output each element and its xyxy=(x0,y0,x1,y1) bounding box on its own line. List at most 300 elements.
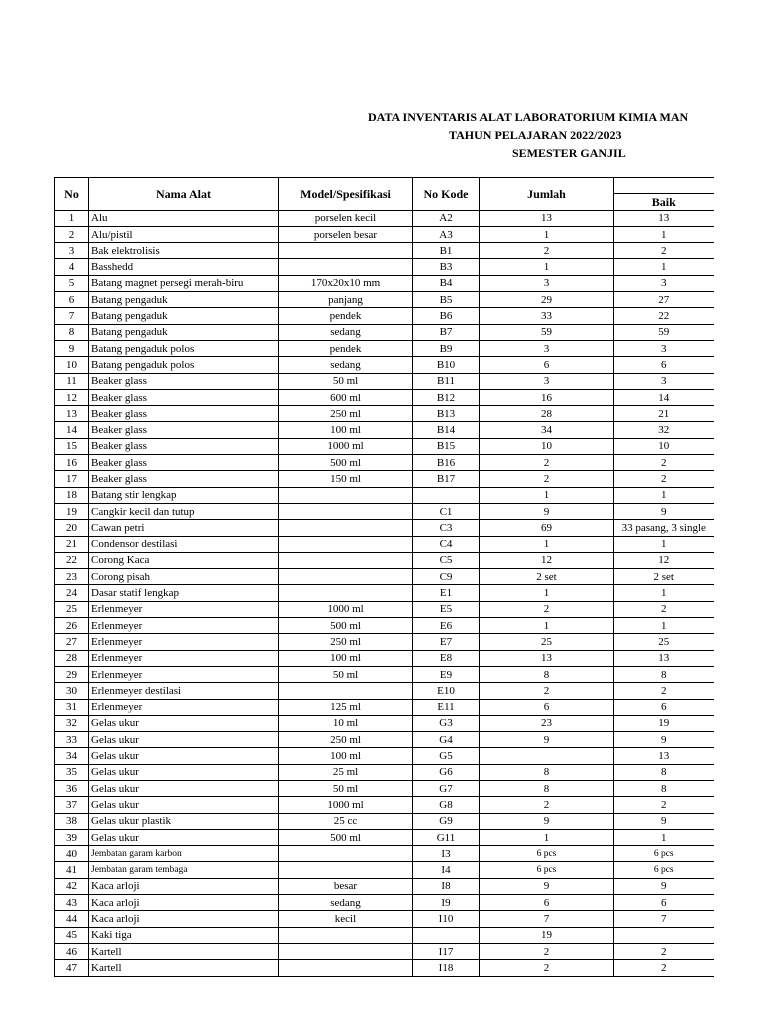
row-model: panjang xyxy=(279,292,413,308)
row-kode: E8 xyxy=(413,650,480,666)
row-nama-alat: Batang pengaduk xyxy=(89,308,279,324)
row-jumlah: 29 xyxy=(480,292,614,308)
row-model xyxy=(279,960,413,976)
header-kode: No Kode xyxy=(413,178,480,211)
row-kode: E6 xyxy=(413,618,480,634)
row-jumlah: 6 pcs xyxy=(480,862,614,878)
table-row xyxy=(55,438,714,454)
row-model: 500 ml xyxy=(279,829,413,845)
row-nama-alat: Gelas ukur xyxy=(89,797,279,813)
row-model: pendek xyxy=(279,308,413,324)
table-row xyxy=(55,960,714,976)
row-baik: 27 xyxy=(614,292,714,308)
row-baik: 33 pasang, 3 single xyxy=(614,520,714,536)
row-model xyxy=(279,846,413,862)
row-kode: C4 xyxy=(413,536,480,552)
row-no: 37 xyxy=(55,797,89,813)
row-baik: 6 xyxy=(614,699,714,715)
row-jumlah: 6 pcs xyxy=(480,846,614,862)
row-baik: 13 xyxy=(614,210,714,226)
row-kode: B11 xyxy=(413,373,480,389)
table-row xyxy=(55,389,714,405)
row-no: 36 xyxy=(55,780,89,796)
row-jumlah: 9 xyxy=(480,878,614,894)
row-no: 47 xyxy=(55,960,89,976)
row-jumlah: 12 xyxy=(480,552,614,568)
table-row xyxy=(55,340,714,356)
row-baik: 8 xyxy=(614,780,714,796)
row-nama-alat: Erlenmeyer xyxy=(89,601,279,617)
row-baik: 14 xyxy=(614,389,714,405)
row-kode xyxy=(413,487,480,503)
table-row xyxy=(55,226,714,242)
row-model xyxy=(279,503,413,519)
header-kondisi-blank xyxy=(614,178,714,194)
row-no: 4 xyxy=(55,259,89,275)
row-kode: G7 xyxy=(413,780,480,796)
row-kode: A3 xyxy=(413,226,480,242)
row-no: 32 xyxy=(55,715,89,731)
row-no: 20 xyxy=(55,520,89,536)
row-model: porselen besar xyxy=(279,226,413,242)
row-nama-alat: Gelas ukur xyxy=(89,780,279,796)
table-row xyxy=(55,683,714,699)
row-kode: B13 xyxy=(413,406,480,422)
row-no: 29 xyxy=(55,666,89,682)
row-model xyxy=(279,536,413,552)
row-kode: E7 xyxy=(413,634,480,650)
row-nama-alat: Corong Kaca xyxy=(89,552,279,568)
row-model: 1000 ml xyxy=(279,438,413,454)
row-model: sedang xyxy=(279,324,413,340)
row-no: 33 xyxy=(55,732,89,748)
row-jumlah: 2 xyxy=(480,960,614,976)
row-no: 39 xyxy=(55,829,89,845)
row-model xyxy=(279,943,413,959)
header-no: No xyxy=(55,178,89,211)
row-kode: G9 xyxy=(413,813,480,829)
table-row xyxy=(55,634,714,650)
row-kode: E10 xyxy=(413,683,480,699)
row-jumlah: 2 xyxy=(480,797,614,813)
header-baik: Baik xyxy=(614,194,714,210)
row-jumlah: 1 xyxy=(480,226,614,242)
row-kode: G4 xyxy=(413,732,480,748)
row-model: besar xyxy=(279,878,413,894)
row-no: 11 xyxy=(55,373,89,389)
row-no: 41 xyxy=(55,862,89,878)
table-row xyxy=(55,455,714,471)
row-jumlah: 13 xyxy=(480,650,614,666)
row-kode: I3 xyxy=(413,846,480,862)
table-row xyxy=(55,243,714,259)
row-kode: B10 xyxy=(413,357,480,373)
row-nama-alat: Jembatan garam karbon xyxy=(89,846,279,862)
row-baik: 1 xyxy=(614,829,714,845)
row-nama-alat: Erlenmeyer xyxy=(89,650,279,666)
row-baik: 1 xyxy=(614,226,714,242)
row-nama-alat: Kaca arloji xyxy=(89,878,279,894)
header-model: Model/Spesifikasi xyxy=(279,178,413,211)
row-nama-alat: Erlenmeyer xyxy=(89,666,279,682)
row-model: 100 ml xyxy=(279,650,413,666)
row-no: 2 xyxy=(55,226,89,242)
row-kode: E11 xyxy=(413,699,480,715)
table-row xyxy=(55,520,714,536)
row-jumlah: 2 xyxy=(480,243,614,259)
row-model: 125 ml xyxy=(279,699,413,715)
row-jumlah: 8 xyxy=(480,666,614,682)
table-row xyxy=(55,552,714,568)
row-kode: B15 xyxy=(413,438,480,454)
row-kode: G5 xyxy=(413,748,480,764)
row-baik: 2 xyxy=(614,243,714,259)
row-no: 7 xyxy=(55,308,89,324)
row-baik: 6 pcs xyxy=(614,846,714,862)
table-row xyxy=(55,324,714,340)
table-row xyxy=(55,618,714,634)
row-nama-alat: Basshedd xyxy=(89,259,279,275)
table-row xyxy=(55,829,714,845)
row-no: 27 xyxy=(55,634,89,650)
row-kode: C9 xyxy=(413,569,480,585)
document-title: DATA INVENTARIS ALAT LABORATORIUM KIMIA MAN xyxy=(368,110,689,124)
row-nama-alat: Beaker glass xyxy=(89,373,279,389)
row-kode: B16 xyxy=(413,455,480,471)
row-kode: B17 xyxy=(413,471,480,487)
header-nama-alat: Nama Alat xyxy=(89,178,279,211)
row-kode: G8 xyxy=(413,797,480,813)
row-baik: 2 xyxy=(614,683,714,699)
table-row xyxy=(55,536,714,552)
row-no: 10 xyxy=(55,357,89,373)
row-model: 250 ml xyxy=(279,406,413,422)
row-nama-alat: Alu xyxy=(89,210,279,226)
row-nama-alat: Gelas ukur plastik xyxy=(89,813,279,829)
row-nama-alat: Beaker glass xyxy=(89,471,279,487)
row-jumlah: 16 xyxy=(480,389,614,405)
row-jumlah: 9 xyxy=(480,732,614,748)
row-kode: B7 xyxy=(413,324,480,340)
row-baik: 3 xyxy=(614,275,714,291)
row-baik: 10 xyxy=(614,438,714,454)
row-model: 170x20x10 mm xyxy=(279,275,413,291)
row-no: 31 xyxy=(55,699,89,715)
row-no: 28 xyxy=(55,650,89,666)
table-row xyxy=(55,210,714,226)
row-jumlah: 1 xyxy=(480,585,614,601)
row-nama-alat: Cawan petri xyxy=(89,520,279,536)
row-nama-alat: Batang stir lengkap xyxy=(89,487,279,503)
row-nama-alat: Gelas ukur xyxy=(89,732,279,748)
table-row xyxy=(55,895,714,911)
row-baik: 8 xyxy=(614,666,714,682)
row-kode: E9 xyxy=(413,666,480,682)
row-nama-alat: Erlenmeyer destilasi xyxy=(89,683,279,699)
row-kode: C3 xyxy=(413,520,480,536)
row-nama-alat: Batang pengaduk polos xyxy=(89,357,279,373)
row-jumlah: 2 xyxy=(480,601,614,617)
row-baik: 6 xyxy=(614,895,714,911)
row-baik: 2 xyxy=(614,471,714,487)
table-row xyxy=(55,927,714,943)
row-no: 38 xyxy=(55,813,89,829)
row-baik: 1 xyxy=(614,259,714,275)
row-nama-alat: Erlenmeyer xyxy=(89,634,279,650)
row-kode: B1 xyxy=(413,243,480,259)
row-no: 40 xyxy=(55,846,89,862)
row-no: 18 xyxy=(55,487,89,503)
row-nama-alat: Gelas ukur xyxy=(89,829,279,845)
row-kode: A2 xyxy=(413,210,480,226)
row-model: 100 ml xyxy=(279,422,413,438)
row-jumlah: 34 xyxy=(480,422,614,438)
row-nama-alat: Gelas ukur xyxy=(89,748,279,764)
table-row xyxy=(55,715,714,731)
row-model: 50 ml xyxy=(279,666,413,682)
row-baik: 12 xyxy=(614,552,714,568)
row-kode: I9 xyxy=(413,895,480,911)
row-no: 23 xyxy=(55,569,89,585)
row-baik: 21 xyxy=(614,406,714,422)
table-row xyxy=(55,487,714,503)
row-no: 14 xyxy=(55,422,89,438)
row-model: 1000 ml xyxy=(279,601,413,617)
row-baik: 2 xyxy=(614,960,714,976)
row-model xyxy=(279,862,413,878)
row-baik: 9 xyxy=(614,878,714,894)
row-jumlah: 19 xyxy=(480,927,614,943)
row-no: 25 xyxy=(55,601,89,617)
row-no: 34 xyxy=(55,748,89,764)
table-row xyxy=(55,813,714,829)
row-model: 250 ml xyxy=(279,634,413,650)
row-jumlah: 6 xyxy=(480,895,614,911)
row-baik: 59 xyxy=(614,324,714,340)
table-row xyxy=(55,732,714,748)
row-baik: 2 xyxy=(614,601,714,617)
row-jumlah: 10 xyxy=(480,438,614,454)
row-baik: 19 xyxy=(614,715,714,731)
row-model xyxy=(279,243,413,259)
row-model xyxy=(279,585,413,601)
row-jumlah: 2 xyxy=(480,943,614,959)
row-no: 17 xyxy=(55,471,89,487)
row-no: 9 xyxy=(55,340,89,356)
row-nama-alat: Beaker glass xyxy=(89,455,279,471)
row-model: kecil xyxy=(279,911,413,927)
row-kode: G3 xyxy=(413,715,480,731)
row-jumlah: 59 xyxy=(480,324,614,340)
row-no: 19 xyxy=(55,503,89,519)
row-kode: B6 xyxy=(413,308,480,324)
row-jumlah: 1 xyxy=(480,259,614,275)
table-row xyxy=(55,748,714,764)
row-nama-alat: Erlenmeyer xyxy=(89,699,279,715)
row-jumlah: 3 xyxy=(480,373,614,389)
table-row xyxy=(55,650,714,666)
row-nama-alat: Gelas ukur xyxy=(89,715,279,731)
row-nama-alat: Batang pengaduk polos xyxy=(89,340,279,356)
table-header xyxy=(55,178,714,211)
row-baik: 2 xyxy=(614,797,714,813)
table-row xyxy=(55,503,714,519)
row-baik: 6 xyxy=(614,357,714,373)
row-kode: I10 xyxy=(413,911,480,927)
row-no: 8 xyxy=(55,324,89,340)
table-body xyxy=(55,210,714,976)
row-kode: B9 xyxy=(413,340,480,356)
row-baik: 22 xyxy=(614,308,714,324)
row-jumlah: 33 xyxy=(480,308,614,324)
row-nama-alat: Gelas ukur xyxy=(89,764,279,780)
row-kode: B14 xyxy=(413,422,480,438)
row-nama-alat: Jembatan garam tembaga xyxy=(89,862,279,878)
table-row xyxy=(55,797,714,813)
row-model xyxy=(279,487,413,503)
row-model xyxy=(279,259,413,275)
row-no: 42 xyxy=(55,878,89,894)
row-nama-alat: Batang pengaduk xyxy=(89,292,279,308)
table-row xyxy=(55,308,714,324)
row-jumlah: 9 xyxy=(480,813,614,829)
row-kode: I17 xyxy=(413,943,480,959)
row-jumlah xyxy=(480,748,614,764)
row-nama-alat: Corong pisah xyxy=(89,569,279,585)
row-nama-alat: Batang magnet persegi merah-biru xyxy=(89,275,279,291)
row-baik: 3 xyxy=(614,373,714,389)
row-jumlah: 1 xyxy=(480,536,614,552)
row-no: 45 xyxy=(55,927,89,943)
row-no: 5 xyxy=(55,275,89,291)
row-kode: B4 xyxy=(413,275,480,291)
row-no: 30 xyxy=(55,683,89,699)
semester: SEMESTER GANJIL xyxy=(512,146,626,160)
row-no: 35 xyxy=(55,764,89,780)
row-kode: I4 xyxy=(413,862,480,878)
row-no: 3 xyxy=(55,243,89,259)
row-no: 44 xyxy=(55,911,89,927)
row-model: 100 ml xyxy=(279,748,413,764)
table-row xyxy=(55,666,714,682)
row-kode: B5 xyxy=(413,292,480,308)
row-model xyxy=(279,552,413,568)
row-no: 13 xyxy=(55,406,89,422)
row-nama-alat: Beaker glass xyxy=(89,422,279,438)
row-no: 26 xyxy=(55,618,89,634)
row-kode: G6 xyxy=(413,764,480,780)
row-model: 250 ml xyxy=(279,732,413,748)
row-baik: 7 xyxy=(614,911,714,927)
row-jumlah: 69 xyxy=(480,520,614,536)
row-kode: E5 xyxy=(413,601,480,617)
row-jumlah: 1 xyxy=(480,618,614,634)
row-baik: 2 set xyxy=(614,569,714,585)
row-jumlah: 2 xyxy=(480,683,614,699)
row-nama-alat: Bak elektrolisis xyxy=(89,243,279,259)
row-kode: C1 xyxy=(413,503,480,519)
row-model: 25 cc xyxy=(279,813,413,829)
row-nama-alat: Kaca arloji xyxy=(89,911,279,927)
row-baik: 13 xyxy=(614,650,714,666)
row-kode: I8 xyxy=(413,878,480,894)
row-no: 1 xyxy=(55,210,89,226)
row-jumlah: 3 xyxy=(480,275,614,291)
row-baik xyxy=(614,927,714,943)
row-no: 6 xyxy=(55,292,89,308)
row-baik: 6 pcs xyxy=(614,862,714,878)
row-model xyxy=(279,927,413,943)
row-model: 1000 ml xyxy=(279,797,413,813)
row-jumlah: 6 xyxy=(480,357,614,373)
row-jumlah: 23 xyxy=(480,715,614,731)
row-nama-alat: Kartell xyxy=(89,943,279,959)
row-no: 16 xyxy=(55,455,89,471)
table-row xyxy=(55,569,714,585)
row-no: 46 xyxy=(55,943,89,959)
row-nama-alat: Condensor destilasi xyxy=(89,536,279,552)
row-nama-alat: Erlenmeyer xyxy=(89,618,279,634)
table-row xyxy=(55,846,714,862)
table-row xyxy=(55,275,714,291)
row-jumlah: 28 xyxy=(480,406,614,422)
table-row xyxy=(55,471,714,487)
row-nama-alat: Kaca arloji xyxy=(89,895,279,911)
row-baik: 1 xyxy=(614,585,714,601)
row-model: porselen kecil xyxy=(279,210,413,226)
table-row xyxy=(55,911,714,927)
row-no: 21 xyxy=(55,536,89,552)
row-baik: 1 xyxy=(614,536,714,552)
row-baik: 9 xyxy=(614,732,714,748)
row-kode: E1 xyxy=(413,585,480,601)
row-baik: 8 xyxy=(614,764,714,780)
row-jumlah: 2 xyxy=(480,471,614,487)
row-nama-alat: Batang pengaduk xyxy=(89,324,279,340)
table-row xyxy=(55,601,714,617)
row-baik: 1 xyxy=(614,487,714,503)
row-jumlah: 1 xyxy=(480,829,614,845)
table-row xyxy=(55,292,714,308)
table-row xyxy=(55,259,714,275)
row-nama-alat: Kartell xyxy=(89,960,279,976)
row-jumlah: 9 xyxy=(480,503,614,519)
header-jumlah: Jumlah xyxy=(480,178,614,211)
row-kode: B12 xyxy=(413,389,480,405)
row-nama-alat: Kaki tiga xyxy=(89,927,279,943)
row-jumlah: 2 set xyxy=(480,569,614,585)
row-model xyxy=(279,520,413,536)
row-no: 15 xyxy=(55,438,89,454)
row-jumlah: 7 xyxy=(480,911,614,927)
table-row xyxy=(55,406,714,422)
row-nama-alat: Beaker glass xyxy=(89,389,279,405)
table-row xyxy=(55,862,714,878)
table-row xyxy=(55,422,714,438)
row-kode: I18 xyxy=(413,960,480,976)
row-model: 150 ml xyxy=(279,471,413,487)
row-jumlah: 8 xyxy=(480,764,614,780)
row-nama-alat: Dasar statif lengkap xyxy=(89,585,279,601)
inventory-table xyxy=(54,177,714,977)
row-model xyxy=(279,569,413,585)
table-row xyxy=(55,373,714,389)
row-kode: B3 xyxy=(413,259,480,275)
row-baik: 25 xyxy=(614,634,714,650)
table-row xyxy=(55,764,714,780)
row-no: 24 xyxy=(55,585,89,601)
row-model: 500 ml xyxy=(279,618,413,634)
